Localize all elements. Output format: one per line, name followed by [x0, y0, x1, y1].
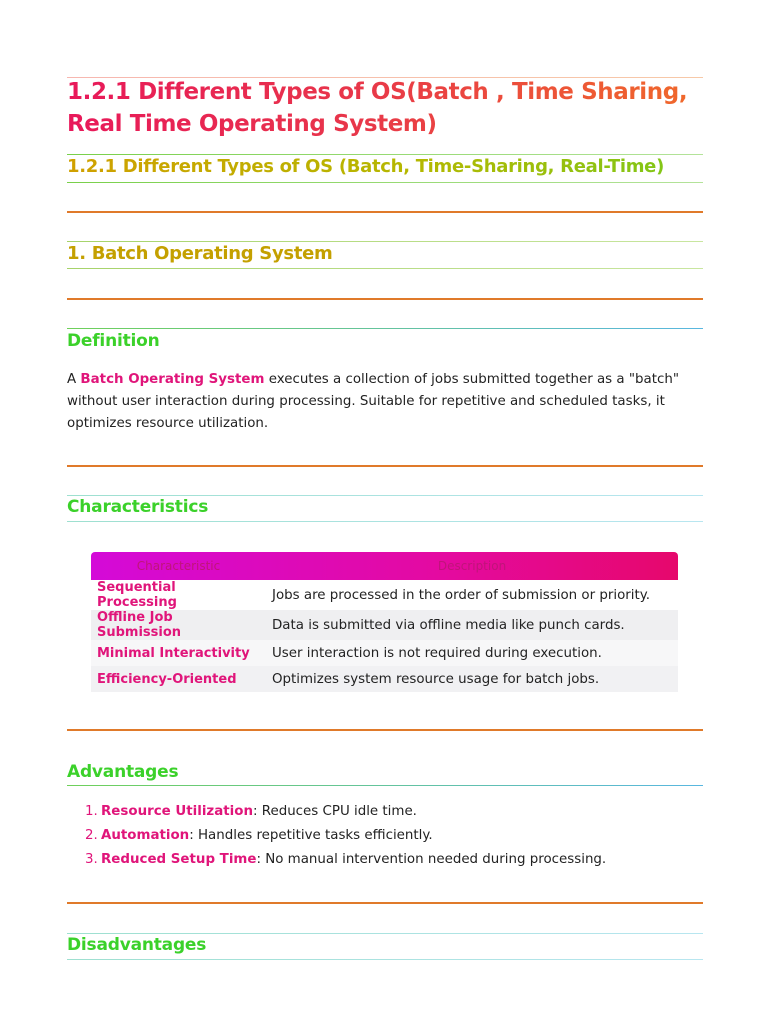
- page-title: 1.2.1 Different Types of OS(Batch , Time Sharing, Real Time Operating System): [67, 76, 703, 140]
- divider: [67, 521, 703, 522]
- column-header-characteristic: Characteristic: [136, 559, 221, 573]
- divider: [67, 959, 703, 960]
- characteristic-name: Offline Job Submission: [97, 610, 182, 640]
- definition-prefix: A: [67, 372, 81, 387]
- definition-body: executes a collection of jobs submitted together as a "batch" without user interaction during processing. Suitable for repetitive and scheduled tasks, it optimizes resource utilization.: [67, 372, 679, 431]
- definition-term: Batch Operating System: [80, 372, 265, 387]
- list-number: 3.: [85, 852, 98, 867]
- section-title-batch-os: 1. Batch Operating System: [67, 243, 333, 264]
- table-header-row: [91, 552, 678, 580]
- characteristic-name: Efficiency-Oriented: [97, 671, 237, 687]
- list-item: [85, 848, 695, 872]
- advantage-text: : No manual intervention needed during processing.: [256, 852, 607, 867]
- table-row: [91, 640, 678, 666]
- list-item: [85, 824, 695, 848]
- definition-heading: Definition: [67, 331, 160, 351]
- column-header-description: Description: [437, 559, 507, 573]
- page-subtitle: 1.2.1 Different Types of OS (Batch, Time-Sharing, Real-Time): [67, 154, 703, 180]
- section-separator: [67, 902, 703, 904]
- divider: [67, 268, 703, 269]
- advantages-list: [85, 800, 695, 872]
- document-page: [67, 0, 703, 1024]
- disadvantages-heading: Disadvantages: [67, 935, 207, 955]
- advantage-term: Automation: [101, 828, 190, 843]
- table-row: [91, 610, 678, 640]
- definition-paragraph: [67, 369, 703, 435]
- characteristic-name: Sequential Processing: [97, 580, 177, 610]
- characteristic-name: Minimal Interactivity: [97, 645, 250, 661]
- advantage-text: : Reduces CPU idle time.: [252, 804, 417, 819]
- characteristic-description: Jobs are processed in the order of submission or priority.: [272, 587, 651, 603]
- section-separator: [67, 729, 703, 731]
- characteristic-description: Data is submitted via offline media like punch cards.: [272, 617, 625, 633]
- characteristics-table: [91, 552, 678, 692]
- characteristics-heading: Characteristics: [67, 497, 209, 517]
- advantage-term: Resource Utilization: [101, 804, 253, 819]
- list-number: 2.: [85, 828, 98, 843]
- characteristic-description: User interaction is not required during execution.: [272, 645, 602, 661]
- divider: [67, 785, 703, 786]
- advantage-text: : Handles repetitive tasks efficiently.: [189, 828, 433, 843]
- section-separator: [67, 211, 703, 213]
- section-separator: [67, 298, 703, 300]
- table-row: [91, 580, 678, 610]
- advantages-heading: Advantages: [67, 762, 179, 782]
- section-separator: [67, 465, 703, 467]
- list-number: 1.: [85, 804, 98, 819]
- characteristic-description: Optimizes system resource usage for batch jobs.: [272, 671, 600, 687]
- list-item: [85, 800, 695, 824]
- table-row: [91, 666, 678, 692]
- divider: [67, 182, 703, 183]
- advantage-term: Reduced Setup Time: [101, 852, 257, 867]
